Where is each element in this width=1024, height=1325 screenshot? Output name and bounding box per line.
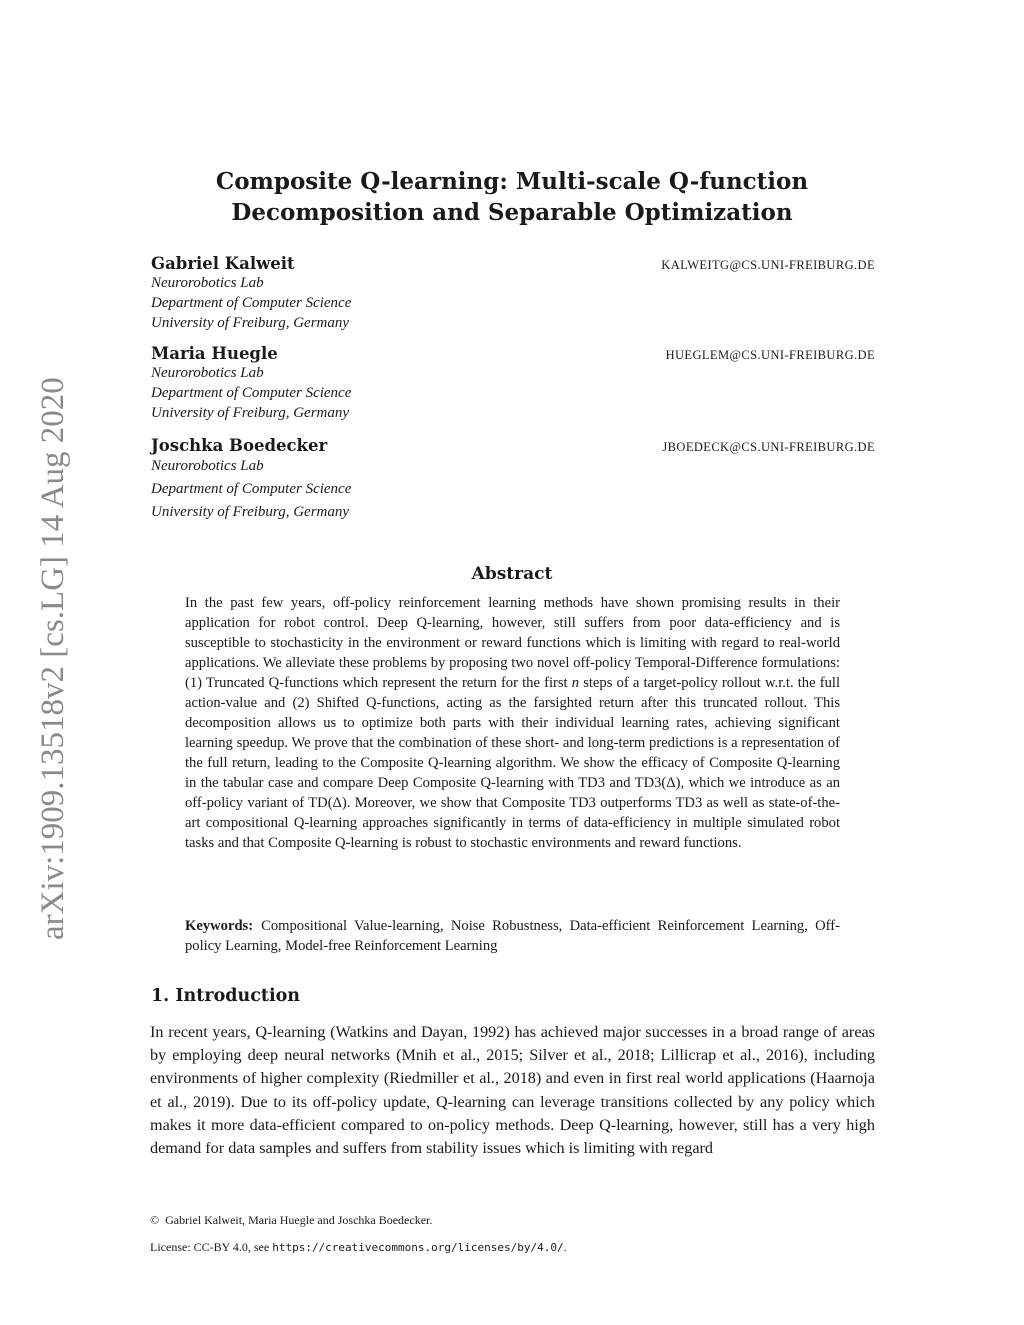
keywords-label: Keywords:	[185, 918, 254, 934]
introduction-paragraph: In recent years, Q-learning (Watkins and Dayan, 1992) has achieved major successes in a broad range of areas by employing deep neural networks (Mnih et al., 2015; Silver et al., 2018; Lillicrap et al., 2016), including environments of higher complexity (Riedmiller et al., 2018) and even in first real world applications (Haarnoja et al., 2019). Due to its off-policy update, Q-learning can leverage transitions collected by any policy which makes it more data-efficient compared to on-policy methods. Deep Q-learning, however, still has a very high demand for data samples and suffers from stability issues which is limiting with regard	[150, 1023, 875, 1158]
copyright-footnote	[150, 1213, 432, 1228]
section-heading-introduction: 1. Introduction	[151, 986, 300, 1006]
author-email[interactable]: KALWEITG@CS.UNI-FREIBURG.DE	[661, 258, 875, 272]
title-line-2: Decomposition and Separable Optimization	[231, 199, 793, 226]
copyright-text: Gabriel Kalweit, Maria Huegle and Joschka Boedecker.	[165, 1213, 433, 1227]
author-email[interactable]: HUEGLEM@CS.UNI-FREIBURG.DE	[665, 348, 875, 362]
keywords	[185, 916, 840, 956]
license-suffix: .	[563, 1240, 567, 1254]
license-footnote	[150, 1240, 567, 1255]
author-affiliation-lab: Neurorobotics Lab	[151, 458, 264, 474]
author-affiliation-dept: Department of Computer Science	[151, 481, 352, 497]
author-email[interactable]: JBOEDECK@CS.UNI-FREIBURG.DE	[662, 440, 875, 454]
author-affiliation-lab: Neurorobotics Lab	[151, 365, 264, 381]
abstract-text	[185, 593, 840, 853]
author-block-1	[151, 254, 875, 333]
abstract-part-2: steps of a target-policy rollout w.r.t. the full action-value and (2) Shifted Q-functions, acting as the farsighted return after this truncated rollout. This decomposition allows us to optimize both parts with their individual learning rates, achieving significant learning speedup. We prove that the combination of these short- and long-term predictions is a representation of the full return, leading to the Composite Q-learning algorithm. We show the efficacy of Composite Q-learning in the tabular case and compare Deep Composite Q-learning with TD3 and TD3(Δ), which we introduce as an off-policy variant of TD(Δ). Moreover, we show that Composite TD3 outperforms TD3 as well as state-of-the-art compositional Q-learning approaches significantly in terms of data-efficiency in multiple simulated robot tasks and that Composite Q-learning is robust to stochastic environments and reward functions.	[185, 675, 840, 851]
keywords-text: Compositional Value-learning, Noise Robustness, Data-efficient Reinforcement Learning, Off-policy Learning, Model-free Reinforcement Learning	[185, 918, 840, 954]
abstract-heading: Abstract	[471, 564, 553, 584]
author-name: Gabriel Kalweit	[151, 254, 295, 273]
author-name: Maria Huegle	[151, 344, 278, 363]
license-link[interactable]: https://creativecommons.org/licenses/by/4.0/	[272, 1241, 564, 1254]
author-affiliation-univ: University of Freiburg, Germany	[151, 504, 350, 520]
author-affiliation-dept: Department of Computer Science	[151, 385, 352, 401]
license-prefix: License: CC-BY 4.0, see	[150, 1240, 270, 1254]
title-line-1: Composite Q-learning: Multi-scale Q-function	[215, 168, 809, 195]
author-affiliation-dept: Department of Computer Science	[151, 295, 352, 311]
variable-n: n	[571, 675, 580, 691]
author-affiliation-univ: University of Freiburg, Germany	[151, 315, 350, 331]
author-block-2	[151, 344, 875, 423]
author-name: Joschka Boedecker	[151, 436, 328, 455]
abstract-part-1: In the past few years, off-policy reinforcement learning methods have shown promising results in their application for robot control. Deep Q-learning, however, still suffers from poor data-efficiency and is susceptible to stochasticity in the environment or reward functions which is limiting with regard to real-world applications. We alleviate these problems by proposing two novel off-policy Temporal-Difference formulations: (1) Truncated Q-functions which represent the return for the first	[185, 595, 840, 691]
author-affiliation-univ: University of Freiburg, Germany	[151, 405, 350, 421]
paper-title	[150, 166, 874, 228]
author-affiliation-lab: Neurorobotics Lab	[151, 275, 264, 291]
arxiv-identifier: arXiv:1909.13518v2 [cs.LG] 14 Aug 2020	[35, 377, 71, 940]
copyright-icon: ©	[150, 1213, 160, 1227]
author-block-3	[151, 436, 875, 524]
